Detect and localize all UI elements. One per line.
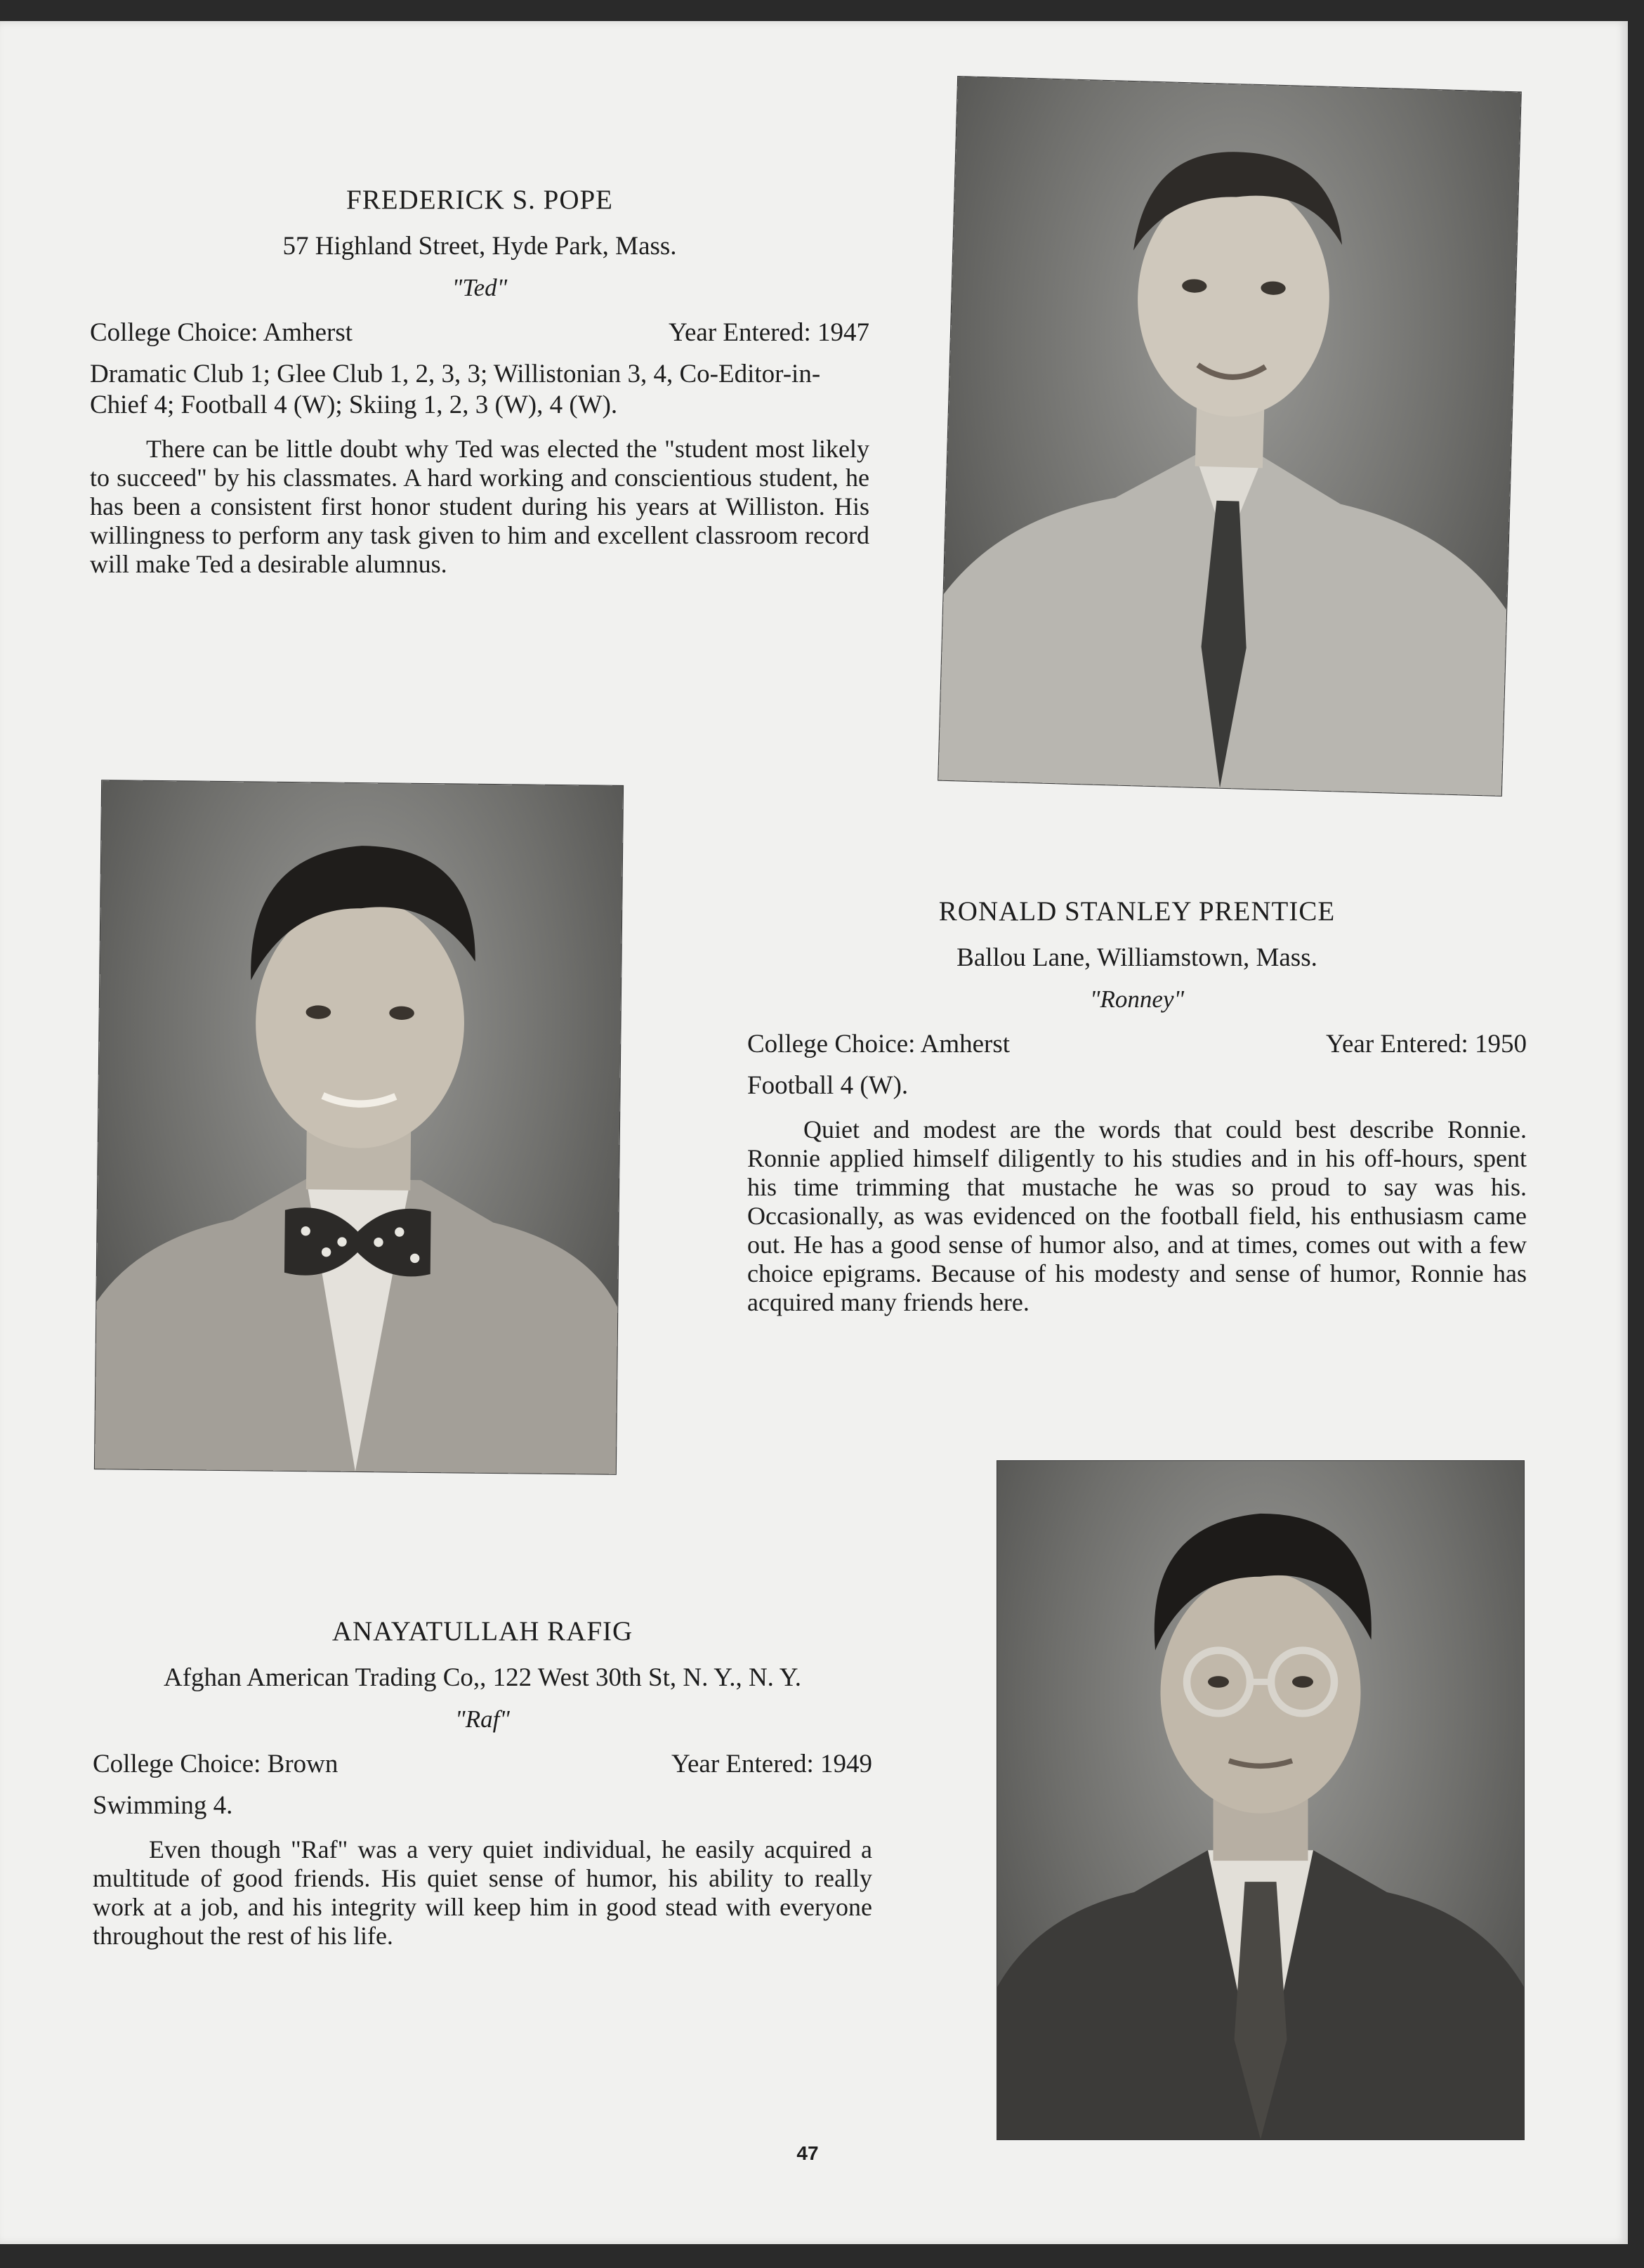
student-address: Afghan American Trading Co,, 122 West 30th St, N. Y., N. Y. [164,1663,801,1692]
college-choice: College Choice: Amherst [90,318,353,347]
college-choice-row [747,1029,1527,1059]
portrait-photo-pope [938,77,1521,796]
entry-rafig [93,1615,872,1951]
year-entered: Year Entered: 1949 [671,1750,872,1778]
year-entered: Year Entered: 1947 [668,318,869,347]
student-address: 57 Highland Street, Hyde Park, Mass. [282,232,677,261]
college-choice: College Choice: Amherst [747,1030,1011,1058]
entry-prentice [747,896,1527,1317]
college-choice: College Choice: Brown [93,1750,338,1778]
yearbook-page [0,21,1628,2244]
student-activities: Football 4 (W). [747,1071,909,1100]
student-bio: Even though "Raf" was a very quiet individual, he easily acquired a multitude of good friends. His quiet sense of humor, his ability to really work at a job, and his integrity will keep him in good stead with everyone throughout the rest of his life. [93,1835,872,1950]
entry-pope [90,184,869,579]
student-bio: Quiet and modest are the words that could best describe Ronnie. Ronnie applied himself diligently to his studies and in his off-hours, spent his time trimming that mustache he was so proud to say was his. Occasionally, as was evidenced on the football field, his enthusiasm came out. He has a good sense of humor also, and at times, comes out with a few choice epigrams. Because of his modesty and sense of humor, Ronnie has acquired many friends here. [747,1115,1527,1316]
college-choice-row [93,1749,872,1779]
college-choice-row [90,317,869,348]
student-name: RONALD STANLEY PRENTICE [938,896,1336,926]
portrait-photo-prentice [95,780,623,1474]
portrait-photo-rafig [997,1461,1524,2139]
student-name: FREDERICK S. POPE [346,185,613,215]
student-nickname: "Ted" [452,274,508,301]
student-name: ANAYATULLAH RAFIG [331,1616,633,1646]
student-nickname: "Raf" [455,1705,510,1733]
student-activities: Swimming 4. [93,1791,233,1820]
page-number: 47 [796,2142,819,2164]
student-address: Ballou Lane, Williamstown, Mass. [956,943,1317,972]
student-nickname: "Ronney" [1089,985,1185,1013]
student-bio: There can be little doubt why Ted was elected the "student most likely to succeed" by his classmates. A hard working and conscientious student, he has been a consistent first honor student during his years at Williston. His willingness to perform any task given to him and excellent classroom record will make Ted a desirable alumnus. [90,435,869,578]
student-activities: Dramatic Club 1; Glee Club 1, 2, 3, 3; Willistonian 3, 4, Co-Editor-in-Chief 4; Football 4 (W); Skiing 1, 2, 3 (W), 4 (W). [90,360,821,419]
year-entered: Year Entered: 1950 [1325,1030,1527,1058]
